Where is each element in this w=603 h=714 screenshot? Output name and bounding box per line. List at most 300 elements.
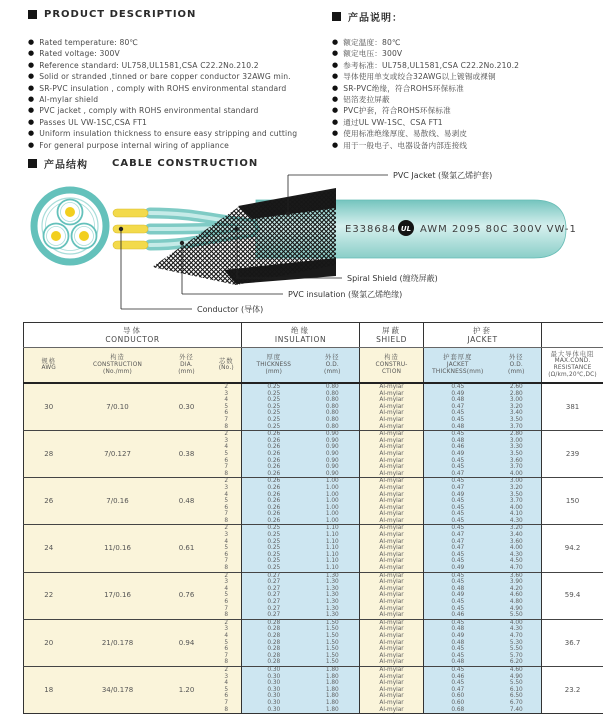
shield-cell: Al-mylar xyxy=(360,404,424,411)
jacket-thickness-cell: 0.45 xyxy=(424,680,492,687)
cores-cell: 8 xyxy=(212,659,242,666)
bullet-item xyxy=(332,105,519,116)
cores-cell: 8 xyxy=(212,424,242,431)
jacket-od-cell: 3.20 xyxy=(492,525,542,532)
ins-thickness-cell: 0.28 xyxy=(242,659,306,666)
shield-cell: Al-mylar xyxy=(360,539,424,546)
ins-thickness-cell: 0.27 xyxy=(242,592,306,599)
ins-thickness-cell: 0.25 xyxy=(242,539,306,546)
jacket-od-cell: 4.80 xyxy=(492,599,542,606)
table-row xyxy=(24,478,603,485)
cores-cell: 4 xyxy=(212,397,242,404)
shield-cell: Al-mylar xyxy=(360,397,424,404)
product-description-cn-title-text: 产品说明： xyxy=(348,13,403,24)
ins-od-cell: 1.50 xyxy=(306,633,360,640)
cores-cell: 6 xyxy=(212,410,242,417)
group-header: 导体 CONDUCTOR xyxy=(24,323,242,348)
shield-graphic xyxy=(152,188,336,285)
resistance-cell: 381 xyxy=(542,383,603,431)
bullet-text: 用于一般电子、电器设备内部连接线 xyxy=(343,140,468,150)
ins-od-cell: 0.90 xyxy=(306,444,360,451)
awg-cell: 28 xyxy=(24,431,74,478)
shield-cell: Al-mylar xyxy=(360,579,424,586)
shield-cell: Al-mylar xyxy=(360,485,424,492)
cable-construction-title-cn: 产品结构 xyxy=(44,160,88,171)
column-header: 外径 DIA. (mm) xyxy=(162,348,212,384)
ins-od-cell: 0.80 xyxy=(306,410,360,417)
cores-cell: 2 xyxy=(212,431,242,438)
cores-cell: 4 xyxy=(212,444,242,451)
bullet-item xyxy=(332,48,519,59)
ins-thickness-cell: 0.26 xyxy=(242,505,306,512)
ins-od-cell: 1.10 xyxy=(306,539,360,546)
jacket-od-cell: 4.30 xyxy=(492,552,542,559)
awg-cell: 22 xyxy=(24,572,74,619)
bullet-dot-icon: ● xyxy=(28,95,35,104)
bullet-dot-icon: ● xyxy=(332,72,339,81)
shield-cell: Al-mylar xyxy=(360,478,424,485)
cores-cell: 7 xyxy=(212,653,242,660)
bullet-text: 额定温度：80℃ xyxy=(343,38,401,47)
shield-cell: Al-mylar xyxy=(360,572,424,579)
ins-od-cell: 1.30 xyxy=(306,592,360,599)
ins-od-cell: 0.90 xyxy=(306,458,360,465)
cores-cell: 6 xyxy=(212,458,242,465)
bullet-text: 铝箔麦拉屏蔽 xyxy=(343,95,390,105)
ins-thickness-cell: 0.25 xyxy=(242,383,306,391)
bullet-item xyxy=(28,117,297,128)
shield-cell: Al-mylar xyxy=(360,558,424,565)
ins-od-cell: 1.80 xyxy=(306,666,360,673)
ins-od-cell: 0.90 xyxy=(306,464,360,471)
cores-cell: 3 xyxy=(212,391,242,398)
ins-thickness-cell: 0.30 xyxy=(242,666,306,673)
bullet-dot-icon: ● xyxy=(28,60,35,69)
jacket-od-cell: 4.70 xyxy=(492,565,542,572)
bullet-item xyxy=(28,48,297,59)
bullet-dot-icon: ● xyxy=(332,117,339,126)
column-header: 护套厚度 JACKET THICKNESS(mm) xyxy=(424,348,492,384)
jacket-thickness-cell: 0.45 xyxy=(424,505,492,512)
ins-thickness-cell: 0.25 xyxy=(242,417,306,424)
product-description-title-text: PRODUCT DESCRIPTION xyxy=(44,9,197,20)
jacket-od-cell: 4.00 xyxy=(492,505,542,512)
shield-cell: Al-mylar xyxy=(360,383,424,391)
cores-cell: 3 xyxy=(212,532,242,539)
table-row xyxy=(24,666,603,673)
jacket-od-cell: 4.00 xyxy=(492,619,542,626)
ins-od-cell: 1.30 xyxy=(306,572,360,579)
ins-thickness-cell: 0.27 xyxy=(242,606,306,613)
jacket-od-cell: 4.60 xyxy=(492,666,542,673)
table-group-header-row xyxy=(24,323,603,348)
section-square-icon xyxy=(28,10,37,19)
ins-thickness-cell: 0.25 xyxy=(242,410,306,417)
bullet-item xyxy=(332,71,519,82)
shield-cell: Al-mylar xyxy=(360,680,424,687)
ins-thickness-cell: 0.26 xyxy=(242,444,306,451)
cores-cell: 5 xyxy=(212,592,242,599)
ins-thickness-cell: 0.27 xyxy=(242,599,306,606)
resistance-cell: 94.2 xyxy=(542,525,603,572)
cores-cell: 4 xyxy=(212,633,242,640)
construction-cell: 11/0.16 xyxy=(74,525,162,572)
jacket-thickness-cell: 0.45 xyxy=(424,606,492,613)
jacket-od-cell: 4.90 xyxy=(492,606,542,613)
jacket-thickness-cell: 0.45 xyxy=(424,431,492,438)
awg-cell: 26 xyxy=(24,478,74,525)
column-header: 规格 AWG xyxy=(24,348,74,384)
bullet-dot-icon: ● xyxy=(28,106,35,115)
jacket-thickness-cell: 0.49 xyxy=(424,633,492,640)
resistance-cell: 59.4 xyxy=(542,572,603,619)
ins-thickness-cell: 0.27 xyxy=(242,579,306,586)
shield-cell: Al-mylar xyxy=(360,707,424,714)
ins-od-cell: 1.30 xyxy=(306,579,360,586)
ins-thickness-cell: 0.25 xyxy=(242,565,306,572)
jacket-print-right: AWM 2095 80C 300V VW-1 xyxy=(420,224,577,235)
shield-cell: Al-mylar xyxy=(360,451,424,458)
ins-od-cell: 1.50 xyxy=(306,659,360,666)
cores-cell: 4 xyxy=(212,492,242,499)
ins-od-cell: 0.80 xyxy=(306,383,360,391)
ins-thickness-cell: 0.27 xyxy=(242,572,306,579)
ins-thickness-cell: 0.27 xyxy=(242,586,306,593)
ins-thickness-cell: 0.25 xyxy=(242,404,306,411)
jacket-od-cell: 6.70 xyxy=(492,700,542,707)
bullet-item xyxy=(28,128,297,139)
ins-thickness-cell: 0.25 xyxy=(242,391,306,398)
ins-thickness-cell: 0.25 xyxy=(242,532,306,539)
cores-cell: 8 xyxy=(212,471,242,478)
ins-od-cell: 1.50 xyxy=(306,640,360,647)
jacket-od-cell: 3.00 xyxy=(492,478,542,485)
cores-cell: 3 xyxy=(212,579,242,586)
bullet-text: SR-PVC insulation , comply with ROHS environmental standard xyxy=(39,83,287,93)
group-header: 屏蔽 SHIELD xyxy=(360,323,424,348)
bullet-text: PVC jacket , comply with ROHS environmental standard xyxy=(39,106,259,116)
shield-cell: Al-mylar xyxy=(360,424,424,431)
jacket-od-cell: 4.90 xyxy=(492,674,542,681)
cable-construction-diagram xyxy=(0,166,603,318)
bullet-text: 使用标准绝缘厚度、易散线、易剥皮 xyxy=(343,129,468,139)
table-row xyxy=(24,383,603,391)
jacket-od-cell: 3.90 xyxy=(492,579,542,586)
group-header: 护套 JACKET xyxy=(424,323,542,348)
jacket-thickness-cell: 0.45 xyxy=(424,525,492,532)
ins-od-cell: 1.00 xyxy=(306,478,360,485)
bullet-text: Rated temperature: 80℃ xyxy=(39,38,139,47)
jacket-od-cell: 7.40 xyxy=(492,707,542,714)
cores-cell: 3 xyxy=(212,485,242,492)
cores-cell: 7 xyxy=(212,558,242,565)
ins-od-cell: 1.80 xyxy=(306,687,360,694)
jacket-od-cell: 3.30 xyxy=(492,444,542,451)
jacket-od-cell: 5.30 xyxy=(492,640,542,647)
cores-cell: 3 xyxy=(212,626,242,633)
ins-thickness-cell: 0.26 xyxy=(242,464,306,471)
bullet-item xyxy=(332,37,519,48)
bullet-dot-icon: ● xyxy=(28,117,35,126)
ins-thickness-cell: 0.30 xyxy=(242,687,306,694)
bullet-item xyxy=(332,83,519,94)
jacket-thickness-cell: 0.45 xyxy=(424,498,492,505)
jacket-od-cell: 3.50 xyxy=(492,451,542,458)
jacket-od-cell: 5.50 xyxy=(492,680,542,687)
shield-cell: Al-mylar xyxy=(360,666,424,673)
jacket-od-cell: 4.00 xyxy=(492,545,542,552)
bullet-dot-icon: ● xyxy=(332,49,339,58)
table-row xyxy=(24,572,603,579)
shield-cell: Al-mylar xyxy=(360,532,424,539)
construction-cell: 7/0.10 xyxy=(74,383,162,431)
bullet-item xyxy=(28,140,297,151)
jacket-od-cell: 4.60 xyxy=(492,592,542,599)
shield-cell: Al-mylar xyxy=(360,545,424,552)
shield-cell: Al-mylar xyxy=(360,653,424,660)
cores-cell: 5 xyxy=(212,545,242,552)
jacket-print-left: E338684 xyxy=(345,224,397,235)
cores-cell: 5 xyxy=(212,404,242,411)
jacket-od-cell: 6.20 xyxy=(492,659,542,666)
cable-construction-title-en: CABLE CONSTRUCTION xyxy=(112,158,259,169)
jacket-od-cell: 3.40 xyxy=(492,410,542,417)
conductor-graphic xyxy=(113,209,148,249)
shield-cell: Al-mylar xyxy=(360,410,424,417)
bullet-item xyxy=(28,60,297,71)
bullet-item xyxy=(332,60,519,71)
jacket-thickness-cell: 0.45 xyxy=(424,383,492,391)
bullet-item xyxy=(28,71,297,82)
resistance-cell: 239 xyxy=(542,431,603,478)
ins-thickness-cell: 0.28 xyxy=(242,619,306,626)
shield-cell: Al-mylar xyxy=(360,659,424,666)
jacket-thickness-cell: 0.47 xyxy=(424,471,492,478)
shield-cell: Al-mylar xyxy=(360,498,424,505)
cores-cell: 8 xyxy=(212,518,242,525)
cores-cell: 8 xyxy=(212,612,242,619)
shield-cell: Al-mylar xyxy=(360,687,424,694)
shield-cell: Al-mylar xyxy=(360,417,424,424)
bullet-dot-icon: ● xyxy=(28,72,35,81)
jacket-thickness-cell: 0.48 xyxy=(424,424,492,431)
dia-cell: 0.38 xyxy=(162,431,212,478)
cores-cell: 6 xyxy=(212,599,242,606)
shield-cell: Al-mylar xyxy=(360,640,424,647)
cores-cell: 7 xyxy=(212,700,242,707)
ins-od-cell: 0.80 xyxy=(306,397,360,404)
jacket-thickness-cell: 0.49 xyxy=(424,451,492,458)
shield-cell: Al-mylar xyxy=(360,552,424,559)
table-row xyxy=(24,431,603,438)
dia-cell: 0.61 xyxy=(162,525,212,572)
ins-thickness-cell: 0.25 xyxy=(242,424,306,431)
jacket-thickness-cell: 0.45 xyxy=(424,518,492,525)
bullet-dot-icon: ● xyxy=(332,140,339,149)
bullet-item xyxy=(28,94,297,105)
cores-cell: 7 xyxy=(212,417,242,424)
ins-od-cell: 0.90 xyxy=(306,431,360,438)
jacket-od-cell: 3.70 xyxy=(492,424,542,431)
column-header: 芯数 (No.) xyxy=(212,348,242,384)
jacket-od-cell: 5.50 xyxy=(492,612,542,619)
bullet-dot-icon: ● xyxy=(332,95,339,104)
jacket-thickness-cell: 0.45 xyxy=(424,552,492,559)
column-header: 外径 O.D. (mm) xyxy=(306,348,360,384)
shield-cell: Al-mylar xyxy=(360,626,424,633)
jacket-thickness-cell: 0.49 xyxy=(424,391,492,398)
ins-od-cell: 1.00 xyxy=(306,485,360,492)
product-description-list xyxy=(28,37,297,151)
jacket-thickness-cell: 0.46 xyxy=(424,612,492,619)
ins-thickness-cell: 0.30 xyxy=(242,700,306,707)
jacket-od-cell: 3.60 xyxy=(492,572,542,579)
shield-cell: Al-mylar xyxy=(360,599,424,606)
cores-cell: 8 xyxy=(212,707,242,714)
jacket-od-cell: 5.70 xyxy=(492,653,542,660)
cores-cell: 2 xyxy=(212,572,242,579)
awg-cell: 18 xyxy=(24,666,74,713)
specification-table xyxy=(23,322,603,714)
jacket-thickness-cell: 0.47 xyxy=(424,687,492,694)
shield-cell: Al-mylar xyxy=(360,586,424,593)
jacket-thickness-cell: 0.47 xyxy=(424,539,492,546)
bullet-dot-icon: ● xyxy=(28,49,35,58)
jacket-od-cell: 2.60 xyxy=(492,383,542,391)
ins-thickness-cell: 0.26 xyxy=(242,431,306,438)
jacket-od-cell: 3.00 xyxy=(492,438,542,445)
ins-od-cell: 1.00 xyxy=(306,498,360,505)
ins-od-cell: 0.80 xyxy=(306,424,360,431)
shield-cell: Al-mylar xyxy=(360,606,424,613)
cores-cell: 2 xyxy=(212,619,242,626)
ins-thickness-cell: 0.28 xyxy=(242,640,306,647)
bullet-dot-icon: ● xyxy=(332,38,339,46)
jacket-thickness-cell: 0.45 xyxy=(424,646,492,653)
shield-cell: Al-mylar xyxy=(360,565,424,572)
ins-od-cell: 1.80 xyxy=(306,680,360,687)
ins-thickness-cell: 0.28 xyxy=(242,626,306,633)
jacket-thickness-cell: 0.48 xyxy=(424,586,492,593)
ins-thickness-cell: 0.26 xyxy=(242,438,306,445)
jacket-od-cell: 3.60 xyxy=(492,539,542,546)
ins-thickness-cell: 0.30 xyxy=(242,707,306,714)
ins-thickness-cell: 0.30 xyxy=(242,680,306,687)
ins-od-cell: 1.50 xyxy=(306,653,360,660)
jacket-od-cell: 5.50 xyxy=(492,646,542,653)
ins-thickness-cell: 0.26 xyxy=(242,492,306,499)
bullet-text: PVC护套，符合ROHS环保标准 xyxy=(343,106,451,116)
ins-od-cell: 0.80 xyxy=(306,417,360,424)
shield-cell: Al-mylar xyxy=(360,471,424,478)
ins-od-cell: 1.10 xyxy=(306,552,360,559)
table-row xyxy=(24,619,603,626)
bullet-text: Al-mylar shield xyxy=(39,95,99,105)
bullet-text: 通过UL VW-1SC、CSA FT1 xyxy=(343,117,443,127)
product-description-cn-title xyxy=(332,9,403,24)
bullet-text: Reference standard: UL758,UL1581,CSA C22.2No.210.2 xyxy=(39,60,259,70)
ins-od-cell: 0.80 xyxy=(306,391,360,398)
jacket-thickness-cell: 0.45 xyxy=(424,666,492,673)
ins-thickness-cell: 0.25 xyxy=(242,552,306,559)
svg-text:UL: UL xyxy=(400,225,412,233)
ins-thickness-cell: 0.30 xyxy=(242,693,306,700)
jacket-thickness-cell: 0.45 xyxy=(424,417,492,424)
cores-cell: 3 xyxy=(212,674,242,681)
jacket-thickness-cell: 0.47 xyxy=(424,485,492,492)
shield-cell: Al-mylar xyxy=(360,391,424,398)
jacket-thickness-cell: 0.45 xyxy=(424,599,492,606)
jacket-od-cell: 3.20 xyxy=(492,485,542,492)
bullet-text: Solid or stranded ,tinned or bare copper conductor 32AWG min. xyxy=(39,72,291,82)
jacket-thickness-cell: 0.47 xyxy=(424,404,492,411)
jacket-thickness-cell: 0.45 xyxy=(424,558,492,565)
shield-cell: Al-mylar xyxy=(360,700,424,707)
cores-cell: 5 xyxy=(212,640,242,647)
jacket-thickness-cell: 0.48 xyxy=(424,659,492,666)
cores-cell: 7 xyxy=(212,511,242,518)
shield-cell: Al-mylar xyxy=(360,492,424,499)
bullet-text: SR-PVC绝缘，符合ROHS环保标准 xyxy=(343,83,464,93)
bullet-text: 导体使用单支或绞合32AWG以上镀锡或裸铜 xyxy=(343,72,496,82)
ins-thickness-cell: 0.25 xyxy=(242,397,306,404)
shield-cell: Al-mylar xyxy=(360,458,424,465)
jacket-thickness-cell: 0.46 xyxy=(424,444,492,451)
bullet-dot-icon: ● xyxy=(28,38,35,46)
column-header: 构造 CONSTRU- CTION xyxy=(360,348,424,384)
ins-thickness-cell: 0.25 xyxy=(242,545,306,552)
dia-cell: 0.76 xyxy=(162,572,212,619)
ins-thickness-cell: 0.25 xyxy=(242,558,306,565)
shield-cell: Al-mylar xyxy=(360,619,424,626)
resistance-cell: 36.7 xyxy=(542,619,603,666)
resistance-cell: 23.2 xyxy=(542,666,603,713)
cores-cell: 3 xyxy=(212,438,242,445)
ins-thickness-cell: 0.26 xyxy=(242,511,306,518)
ins-od-cell: 1.30 xyxy=(306,586,360,593)
pvc-jacket-label: PVC Jacket (聚氯乙烯护套) xyxy=(393,171,493,180)
ins-od-cell: 1.50 xyxy=(306,626,360,633)
bullet-dot-icon: ● xyxy=(332,60,339,69)
jacket-thickness-cell: 0.60 xyxy=(424,700,492,707)
ins-thickness-cell: 0.28 xyxy=(242,646,306,653)
shield-cell: Al-mylar xyxy=(360,674,424,681)
bullet-text: Passes UL VW-1SC,CSA FT1 xyxy=(39,117,147,127)
ins-od-cell: 0.90 xyxy=(306,451,360,458)
jacket-thickness-cell: 0.68 xyxy=(424,707,492,714)
cores-cell: 6 xyxy=(212,646,242,653)
bullet-dot-icon: ● xyxy=(332,106,339,115)
ul-mark-icon xyxy=(398,220,414,236)
ins-thickness-cell: 0.26 xyxy=(242,458,306,465)
ins-od-cell: 1.10 xyxy=(306,532,360,539)
jacket-thickness-cell: 0.45 xyxy=(424,579,492,586)
bullet-text: Rated voltage: 300V xyxy=(39,49,120,59)
ins-thickness-cell: 0.26 xyxy=(242,518,306,525)
column-header: 外径 O.D. (mm) xyxy=(492,348,542,384)
dia-cell: 1.20 xyxy=(162,666,212,713)
cores-cell: 2 xyxy=(212,383,242,391)
shield-cell: Al-mylar xyxy=(360,511,424,518)
cross-section-icon xyxy=(34,190,106,262)
product-description-title xyxy=(28,9,196,20)
jacket-od-cell: 3.20 xyxy=(492,404,542,411)
cores-cell: 5 xyxy=(212,451,242,458)
construction-cell: 7/0.16 xyxy=(74,478,162,525)
bullet-text: 参考标准：UL758,UL1581,CSA C22.2No.210.2 xyxy=(343,60,520,70)
jacket-thickness-cell: 0.45 xyxy=(424,464,492,471)
jacket-thickness-cell: 0.49 xyxy=(424,565,492,572)
